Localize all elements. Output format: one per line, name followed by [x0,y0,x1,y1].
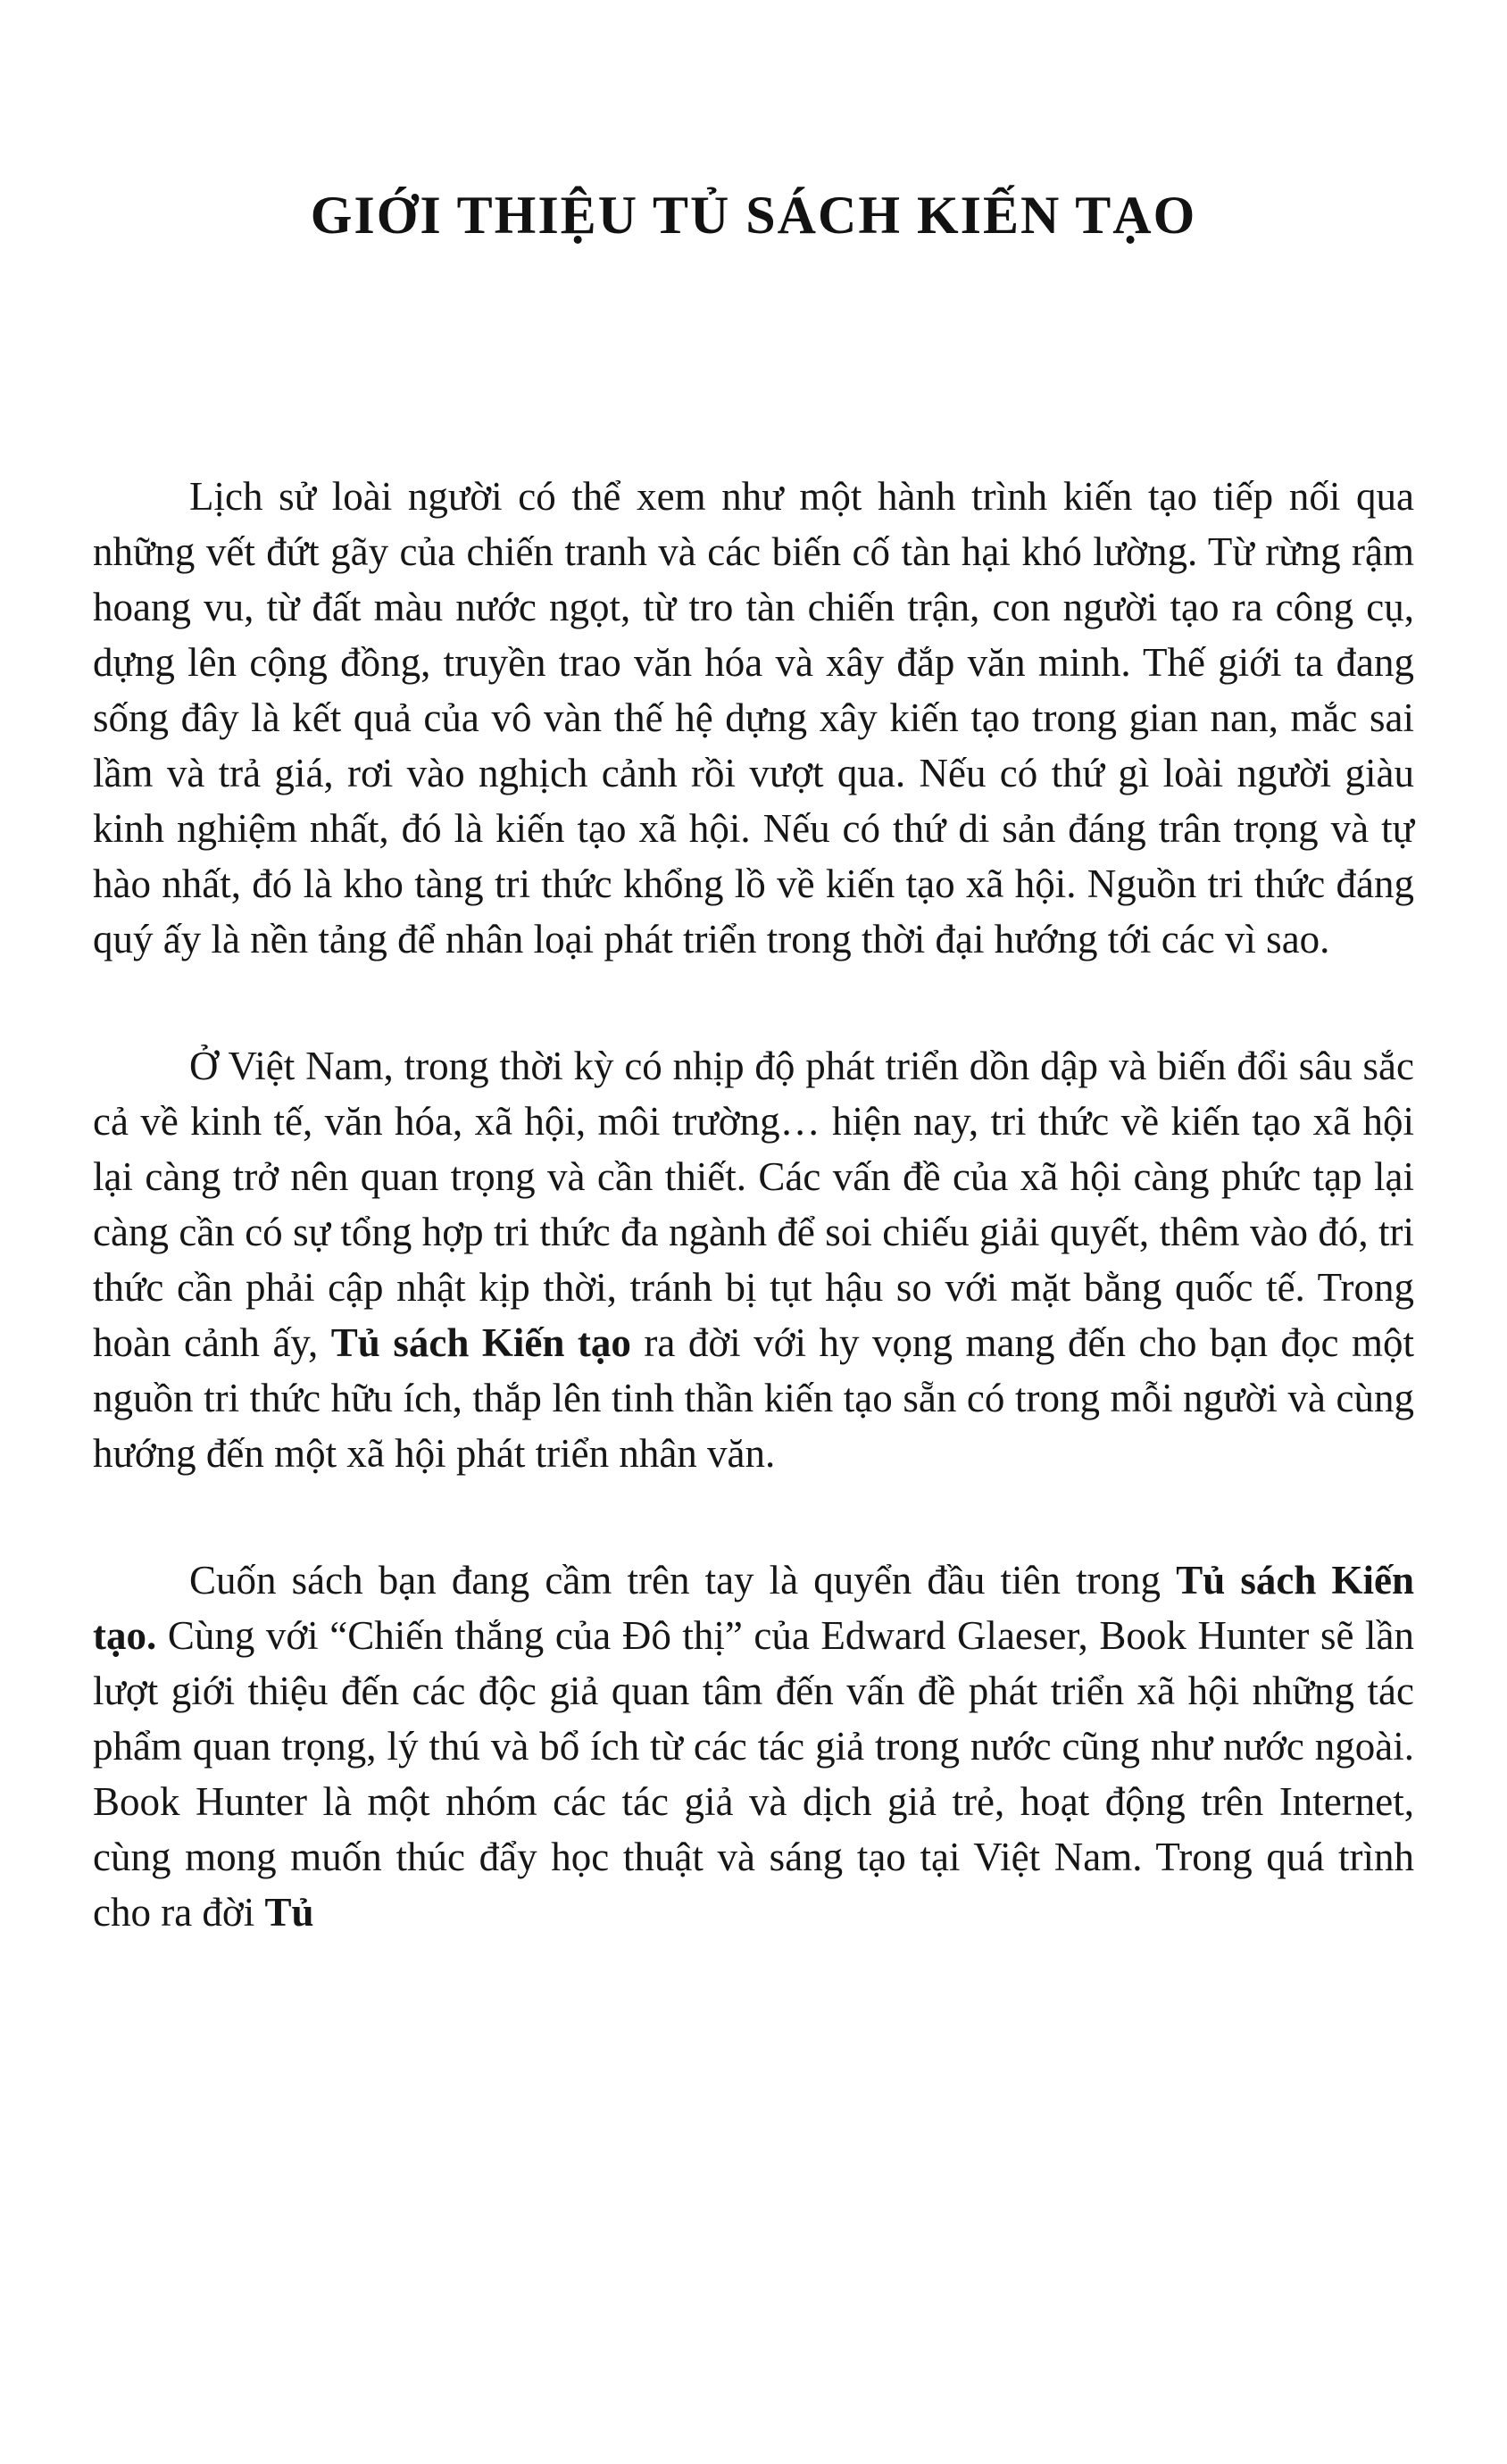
page-title: GIỚI THIỆU TỦ SÁCH KIẾN TẠO [310,186,1197,245]
body-text [93,469,1414,1940]
text-segment: Cùng với “Chiến thắng của Đô thị” của Edward Glaeser, Book Hunter sẽ lần lượt giới thiệu đến các độc giả quan tâm đến vấn đề phát triển xã hội những tác phẩm quan trọng, lý thú và bổ ích từ các tác giả trong nước cũng như nước ngoài. Book Hunter là một nhóm các tác giả và dịch giả trẻ, hoạt động trên Internet, cùng mong muốn thúc đẩy học thuật và sáng tạo tại Việt Nam. Trong quá trình cho ra đời [93,1613,1414,1935]
text-segment: Lịch sử loài người có thể xem như một hành trình kiến tạo tiếp nối qua những vết đứt gãy của chiến tranh và các biến cố tàn hại khó lường. Từ rừng rậm hoang vu, từ đất màu nước ngọt, từ tro tàn chiến trận, con người tạo ra công cụ, dựng lên cộng đồng, truyền trao văn hóa và xây đắp văn minh. Thế giới ta đang sống đây là kết quả của vô vàn thế hệ dựng xây kiến tạo trong gian nan, mắc sai lầm và trả giá, rơi vào nghịch cảnh rồi vượt qua. Nếu có thứ gì loài người giàu kinh nghiệm nhất, đó là kiến tạo xã hội. Nếu có thứ di sản đáng trân trọng và tự hào nhất, đó là kho tàng tri thức khổng lồ về kiến tạo xã hội. Nguồn tri thức đáng quý ấy là nền tảng để nhân loại phát triển trong thời đại hướng tới các vì sao. [93,474,1414,961]
text-segment: Ở Việt Nam, trong thời kỳ có nhịp độ phát triển dồn dập và biến đổi sâu sắc cả về kinh tế, văn hóa, xã hội, môi trường… hiện nay, tri thức về kiến tạo xã hội lại càng trở nên quan trọng và cần thiết. Các vấn đề của xã hội càng phức tạp lại càng cần có sự tổng hợp tri thức đa ngành để soi chiếu giải quyết, thêm vào đó, tri thức cần phải cập nhật kịp thời, tránh bị tụt hậu so với mặt bằng quốc tế. Trong hoàn cảnh ấy, [93,1044,1414,1365]
text-segment: Cuốn sách bạn đang cầm trên tay là quyển đầu tiên trong [189,1558,1177,1602]
text-segment: ra đời với hy vọng mang đến cho bạn đọc một nguồn tri thức hữu ích, thắp lên tinh thần kiến tạo sẵn có trong mỗi người và cùng hướng đến một xã hội phát triển nhân văn. [93,1320,1414,1476]
text-segment-bold: Tủ [264,1890,314,1935]
text-segment-bold: Tủ sách Kiến tạo. [93,1558,1414,1658]
paragraph [93,1552,1414,1940]
paragraph [93,469,1414,967]
text-segment-bold: Tủ sách Kiến tạo [330,1320,631,1365]
paragraph [93,1038,1414,1481]
